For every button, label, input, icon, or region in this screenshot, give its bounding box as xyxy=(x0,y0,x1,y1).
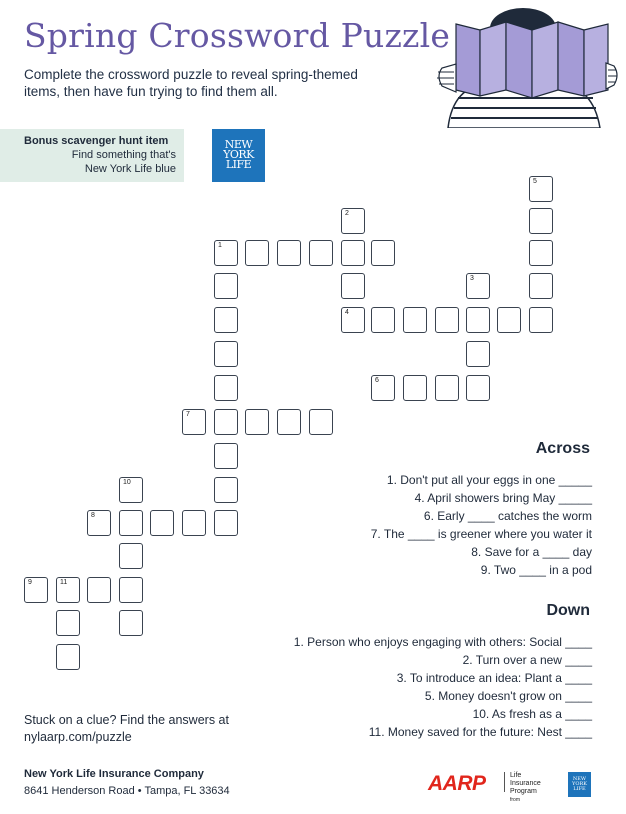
list-item: 10. As fresh as a ____ xyxy=(472,707,592,721)
crossword-cell[interactable] xyxy=(529,240,553,266)
bonus-scavenger-box xyxy=(0,129,184,182)
crossword-cell[interactable]: 3 xyxy=(466,273,490,299)
crossword-cell[interactable]: 4 xyxy=(341,307,365,333)
crossword-cell[interactable] xyxy=(466,375,490,401)
crossword-cell[interactable] xyxy=(435,307,459,333)
list-item: 7. The ____ is greener where you water it xyxy=(370,527,592,541)
bonus-line-2: New York Life blue xyxy=(84,163,176,175)
crossword-cell[interactable] xyxy=(214,409,238,435)
crossword-cell[interactable]: 2 xyxy=(341,208,365,234)
crossword-cell[interactable] xyxy=(403,307,427,333)
list-item: 8. Save for a ____ day xyxy=(471,545,592,559)
list-item: 5. Money doesn't grow on ____ xyxy=(424,689,592,703)
crossword-cell[interactable] xyxy=(56,644,80,670)
list-item: 9. Two ____ in a pod xyxy=(480,563,592,577)
crossword-cell[interactable]: 1 xyxy=(214,240,238,266)
company-address: 8641 Henderson Road • Tampa, FL 33634 xyxy=(24,785,230,797)
crossword-cell[interactable] xyxy=(214,375,238,401)
crossword-cell[interactable] xyxy=(119,510,143,536)
list-item: 1. Person who enjoys engaging with others: Social ____ xyxy=(293,635,592,649)
crossword-cell[interactable]: 9 xyxy=(24,577,48,603)
crossword-cell[interactable] xyxy=(214,273,238,299)
crossword-cell[interactable] xyxy=(529,208,553,234)
across-heading: Across xyxy=(535,440,590,457)
crossword-cell[interactable] xyxy=(403,375,427,401)
crossword-cell[interactable]: 5 xyxy=(529,176,553,202)
crossword-cell[interactable] xyxy=(466,341,490,367)
crossword-cell[interactable] xyxy=(371,240,395,266)
crossword-cell[interactable] xyxy=(309,240,333,266)
crossword-cell[interactable]: 7 xyxy=(182,409,206,435)
across-clue-list xyxy=(232,471,592,579)
page-title: Spring Crossword Puzzle xyxy=(24,16,451,55)
crossword-cell[interactable] xyxy=(119,610,143,636)
new-york-life-logo: NEW YORK LIFE xyxy=(212,129,265,182)
crossword-cell[interactable] xyxy=(119,543,143,569)
down-heading: Down xyxy=(546,602,590,619)
crossword-cell[interactable] xyxy=(529,273,553,299)
list-item: 1. Don't put all your eggs in one _____ xyxy=(386,473,592,487)
footer xyxy=(24,766,230,800)
crossword-cell[interactable] xyxy=(277,240,301,266)
crossword-cell[interactable] xyxy=(214,341,238,367)
crossword-cell[interactable] xyxy=(87,577,111,603)
down-clue-list xyxy=(232,633,592,741)
crossword-cell[interactable] xyxy=(435,375,459,401)
person-reading-map-illustration xyxy=(428,6,618,128)
crossword-cell[interactable]: 11 xyxy=(56,577,80,603)
list-item: 2. Turn over a new ____ xyxy=(462,653,592,667)
answers-note-text: Stuck on a clue? Find the answers at xyxy=(24,713,229,727)
list-item: 3. To introduce an idea: Plant a ____ xyxy=(396,671,592,685)
crossword-cell[interactable] xyxy=(182,510,206,536)
list-item: 6. Early ____ catches the worm xyxy=(423,509,592,523)
crossword-cell[interactable] xyxy=(466,307,490,333)
crossword-cell[interactable] xyxy=(371,307,395,333)
crossword-cell[interactable] xyxy=(150,510,174,536)
crossword-cell[interactable] xyxy=(214,307,238,333)
answers-link[interactable]: nylaarp.com/puzzle xyxy=(24,730,132,744)
crossword-cell[interactable] xyxy=(214,443,238,469)
crossword-cell[interactable] xyxy=(119,577,143,603)
crossword-cell[interactable] xyxy=(245,409,269,435)
intro-text: Complete the crossword puzzle to reveal spring-themed items, then have fun trying to find them all. xyxy=(24,67,358,99)
list-item: 4. April showers bring May _____ xyxy=(414,491,592,505)
new-york-life-small-logo: NEW YORK LIFE xyxy=(568,772,591,797)
answers-note xyxy=(24,712,229,746)
crossword-cell[interactable] xyxy=(497,307,521,333)
bonus-line-1: Find something that's xyxy=(71,149,176,161)
aarp-logo: AARP xyxy=(428,772,486,795)
crossword-cell[interactable] xyxy=(529,307,553,333)
crossword-cell[interactable] xyxy=(277,409,301,435)
crossword-cell[interactable] xyxy=(309,409,333,435)
crossword-cell[interactable]: 8 xyxy=(87,510,111,536)
bonus-title: Bonus scavenger hunt item xyxy=(24,135,169,147)
crossword-cell[interactable]: 6 xyxy=(371,375,395,401)
crossword-cell[interactable]: 10 xyxy=(119,477,143,503)
list-item: 11. Money saved for the future: Nest ____ xyxy=(368,725,592,739)
company-name: New York Life Insurance Company xyxy=(24,768,204,780)
crossword-cell[interactable] xyxy=(56,610,80,636)
crossword-cell[interactable] xyxy=(341,240,365,266)
logo-divider xyxy=(504,772,505,792)
program-label: Life Insurance Program from xyxy=(510,772,541,803)
crossword-cell[interactable] xyxy=(245,240,269,266)
crossword-cell[interactable] xyxy=(341,273,365,299)
